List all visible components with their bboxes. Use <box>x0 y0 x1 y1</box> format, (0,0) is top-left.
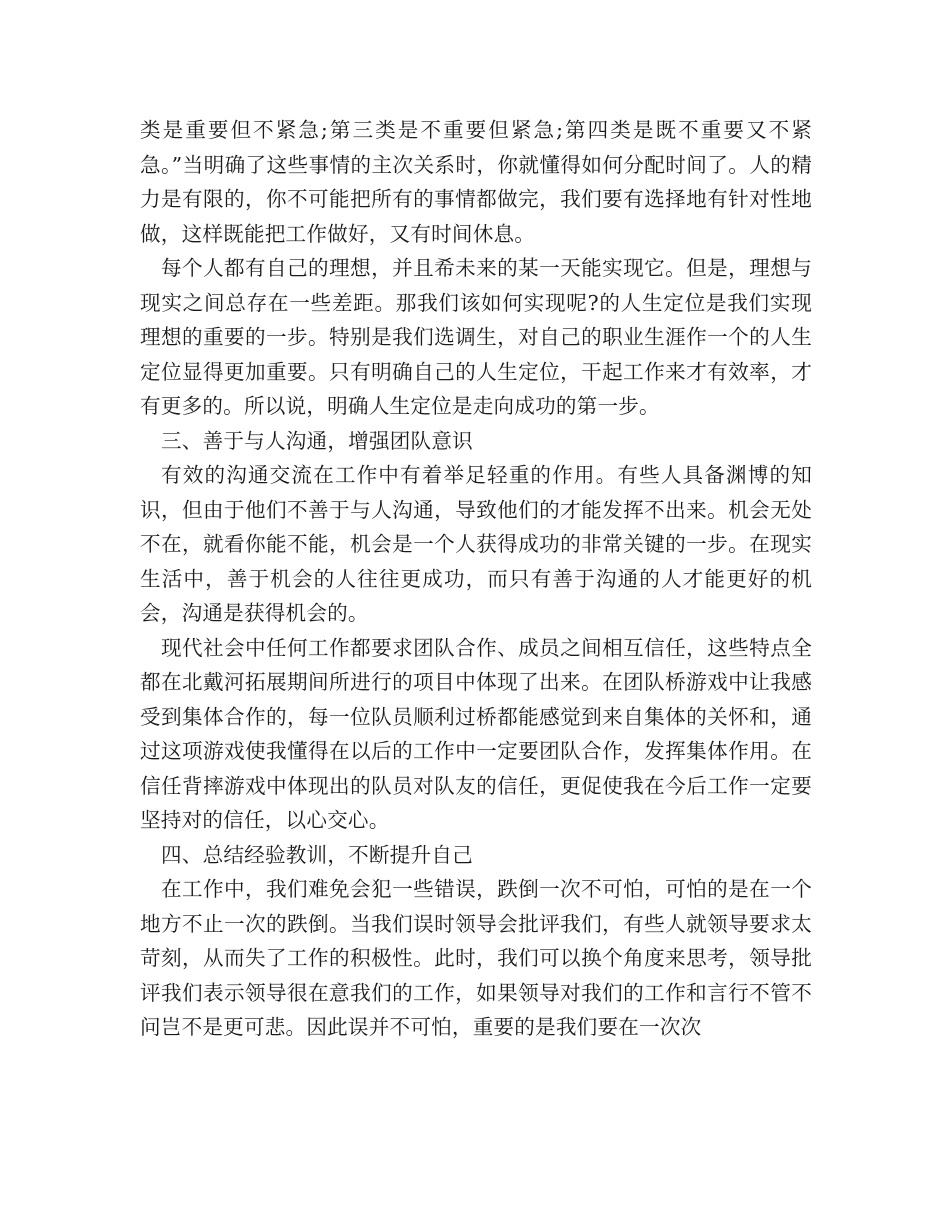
paragraph-time-management: 类是重要但不紧急;第三类是不重要但紧急;第四类是既不重要又不紧急。”当明确了这些事情的主次关系时，你就懂得如何分配时间了。人的精力是有限的，你不可能把所有的事情都做完，我们要有选择地有针对性地做，这样既能把工作做好，又有时间休息。 <box>140 118 812 246</box>
paragraph-teamwork: 现代社会中任何工作都要求团队合作、成员之间相互信任，这些特点全都在北戴河拓展期间所进行的项目中体现了出来。在团队桥游戏中让我感受到集体合作的，每一位队员顺利过桥都能感觉到来自集体的关怀和，通过这项游戏使我懂得在以后的工作中一定要团队合作，发挥集体作用。在信任背摔游戏中体现出的队员对队友的信任，更促使我在今后工作一定要坚持对的信任，以心交心。 <box>140 635 812 832</box>
paragraph-life-positioning: 每个人都有自己的理想，并且希未来的某一天能实现它。但是，理想与现实之间总存在一些差距。那我们该如何实现呢?的人生定位是我们实现理想的重要的一步。特别是我们选调生，对自己的职业生涯作一个的人生定位显得更加重要。只有明确自己的人生定位，干起工作来才有效率，才有更多的。所以说，明确人生定位是走向成功的第一步。 <box>140 256 812 418</box>
paragraph-communication: 有效的沟通交流在工作中有着举足轻重的作用。有些人具备渊博的知识，但由于他们不善于与人沟通，导致他们的才能发挥不出来。机会无处不在，就看你能不能，机会是一个人获得成功的非常关键的一步。在现实生活中，善于机会的人往往更成功，而只有善于沟通的人才能更好的机会，沟通是获得机会的。 <box>140 463 812 625</box>
section-heading-lessons: 四、总结经验教训，不断提升自己 <box>161 842 473 867</box>
section-heading-communication: 三、善于与人沟通，增强团队意识 <box>161 428 473 453</box>
document-body <box>140 113 812 1045</box>
paragraph-lessons: 在工作中，我们难免会犯一些错误，跌倒一次不可怕，可怕的是在一个地方不止一次的跌倒。当我们误时领导会批评我们，有些人就领导要求太苛刻，从而失了工作的积极性。此时，我们可以换个角度来思考，领导批评我们表示领导很在意我们的工作，如果领导对我们的工作和言行不管不问岂不是更可悲。因此误并不可怕，重要的是我们要在一次次 <box>140 877 812 1039</box>
